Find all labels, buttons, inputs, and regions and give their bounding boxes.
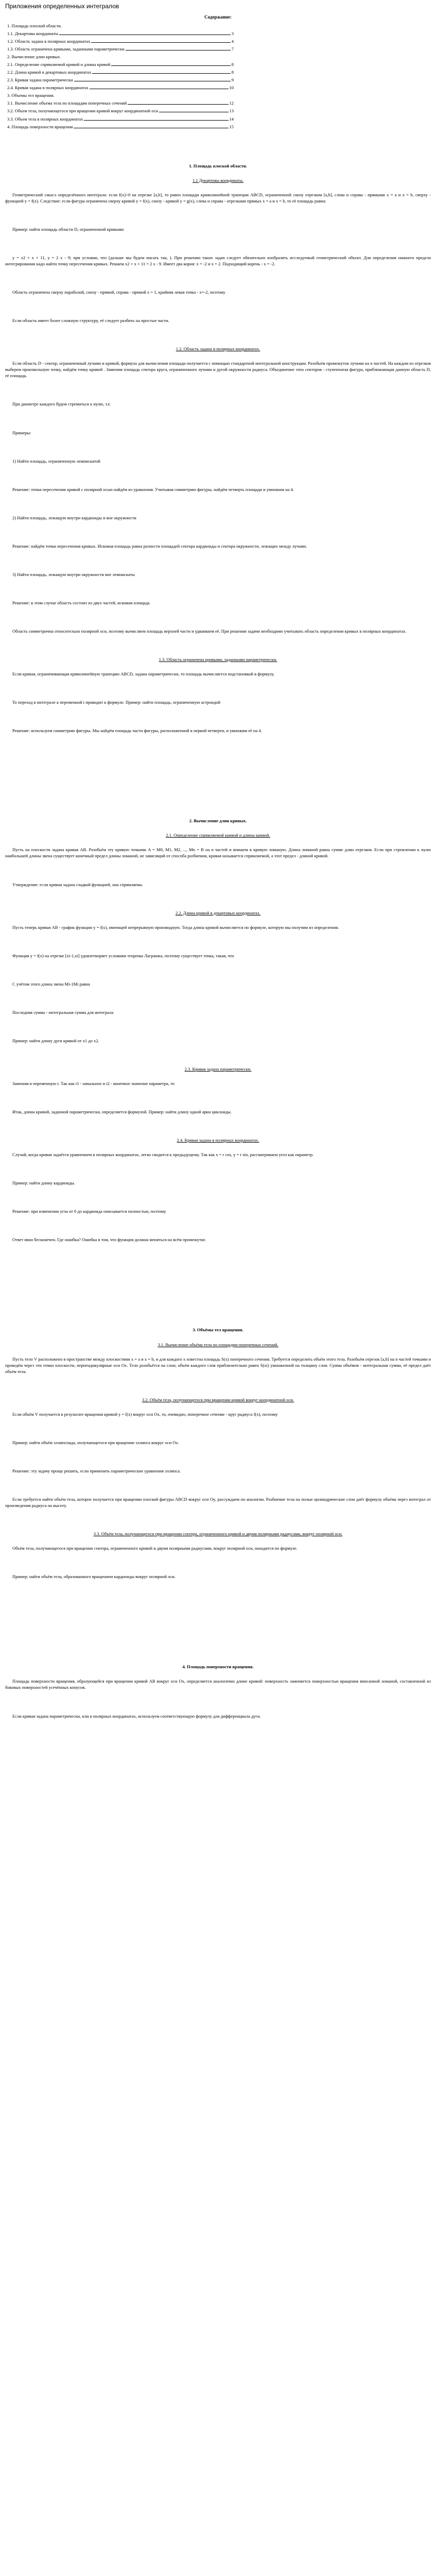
paragraph: Объём тела, получающегося при вращении сектора, ограниченного кривой и двумя полярными радиусами, вокруг полярной оси, находится по формуле. (12, 1546, 298, 1551)
chapter-heading: 4. Площадь поверхности вращения. (182, 1664, 254, 1670)
toc-entry-label: 2.4. Кривая задана в полярных координатах (7, 85, 89, 91)
section-heading: 2.1. Определение спрямляемой кривой и длины кривой. (166, 833, 270, 838)
paragraph: То переход в интеграле к переменной t приводит к формуле. Пример: найти площадь, ограниченную астроидой (12, 700, 221, 705)
spacer (5, 889, 431, 910)
spacer (5, 1692, 431, 1713)
spacer (5, 1336, 431, 1342)
paragraph: 3) Найти площадь, лежащую внутри окружности вне лемнискаты (12, 571, 135, 577)
spacer (5, 268, 431, 289)
spacer (5, 841, 431, 846)
spacer (5, 666, 431, 671)
paragraph: Итак, длина кривой, заданной параметрически, определяется формулой. Пример: найти длину одной арки циклоиды. (12, 1109, 232, 1115)
spacer (5, 1045, 431, 1066)
paragraph: Пример: найти длину кардиоиды. (12, 1180, 75, 1186)
spacer (5, 1146, 431, 1151)
toc-entry[interactable] (7, 100, 234, 106)
paragraph: Если кривая задана параметрически, или в полярных координатах, используем соответствующую формулу для дифференциала дуги. (12, 1713, 261, 1719)
paragraph: Решение: в этом случае область состоит из двух частей, искомая площадь (12, 600, 150, 605)
paragraph: Область симметрична относительно полярной оси, поэтому вычисляем площадь верхней части и удваиваем её. При решении задачи необходимо учитывать область определения кривых в полярных координатах. (12, 628, 407, 634)
spacer (5, 1244, 431, 1265)
toc-entry-page: 14 (229, 116, 234, 122)
spacer (5, 1447, 431, 1468)
spacer (5, 522, 431, 543)
spacer (5, 861, 431, 882)
spacer (5, 1419, 431, 1439)
spacer (5, 1116, 431, 1137)
toc-entry-page: 8 (231, 62, 234, 67)
spacer (5, 1351, 431, 1356)
spacer (5, 932, 431, 953)
toc-leader (111, 65, 230, 66)
paragraph: Последняя сумма - интегральная сумма для интеграла (12, 1009, 114, 1015)
toc-entry-page: 13 (229, 108, 234, 114)
paragraph: Площадь поверхности вращения, образующейся при вращении кривой AB вокруг оси Ox, определяется аналогично длине кривой: поверхность заменяется поверхностью вращения вписанной ломаной, составленной из боковых поверхностей усечённых конусов. (5, 1679, 431, 1690)
paragraph: Геометрический смысл определённого интеграла: если f(x)>0 на отрезке [a,b], то равен площади криволинейной трапеции ABCD, ограниченной снизу отрезком [a,b], слева и справа - прямыми x = a и x = b, сверху - функцией y = f(x). Следствие: если фигура ограничена сверху кривой y = f(x), снизу - кривой y = g(x), слева и справа - отрезками прямых x = a и x = b, то её площадь равна: (5, 192, 431, 204)
toc-entry-page: 4 (231, 38, 234, 44)
spacer (5, 1017, 431, 1038)
toc-entry[interactable] (7, 124, 234, 130)
section-heading: 2.2. Длина кривой в декартовых координатах. (175, 910, 261, 916)
toc-leader (84, 120, 228, 121)
spacer (5, 1553, 431, 1573)
paragraph: Если область D - сектор, ограниченный лучами и кривой, формула для вычисления площади получается с помощью стандартной интегральной конструкции. Разобьём промежуток лучами на n частей. На каждом из отрезков выберем произвольную точку, найдём точку кривой . Заменим площадь сектора круга, ограниченного лучами и дугой окружности радиуса. Объединение этих секторов - ступенчатая фигура, приближающая данную область D, её площадь (5, 361, 431, 379)
toc-entry-label: 3.1. Вычисление объема тела по площадям поперечных сечений (7, 100, 127, 106)
section-heading: 3.3. Объём тела, получающегося при вращении сектора, ограниченного кривой и двумя полярными радиусами, вокруг полярной оси. (93, 1531, 343, 1537)
paragraph: Если область имеет более сложную структуру, её следует разбить на простые части. (12, 318, 169, 324)
paragraph: Если кривая, ограничивающая криволинейную трапецию ABCD, задана параметрически, то площадь вычисляется подстановкой в формулу. (12, 671, 275, 677)
paragraph: Случай, когда кривая задаётся уравнением в полярных координатах, легко сводится к предыдущему. Так как x = r cos, y = r sin, рассматриваем угол как параметр. (12, 1152, 314, 1158)
paragraph: Решение: при изменении угла от 0 до кардиоида описывается полностью, поэтому (12, 1209, 166, 1214)
paragraph: Пусть теперь кривая AB - график функции y = f(x), имеющей непрерывную производную. Тогда длина кривой вычисляется по формуле, которую мы получим из определения. (12, 924, 339, 930)
paragraph: При диаметре каждого будем стремиться к нулю, т.е. (12, 401, 111, 407)
toc-leader (92, 73, 231, 74)
paragraph: Ответ явно бесконечен. Где ошибка? Ошибка в том, что функция должна меняться на всём промежутке. (12, 1237, 206, 1243)
paragraph: Если объём V получается в результате вращения кривой y = f(x) вокруг оси Ox, то, очевидно, поперечное сечение - круг радиуса f(x), поэтому (12, 1411, 278, 1417)
section-heading: 2.3. Кривая задана параметрически. (184, 1066, 252, 1072)
spacer (5, 919, 431, 924)
spacer (5, 1406, 431, 1411)
toc-header: Содержание: (204, 14, 232, 20)
toc-entry-page: 10 (229, 85, 234, 91)
spacer (5, 551, 431, 571)
spacer (5, 187, 431, 192)
paragraph: Пример: найти объём тела, образованного вращением кардиоиды вокруг полярной оси. (12, 1574, 176, 1580)
toc-entry-page: 8 (231, 70, 234, 75)
section-heading: 1.2. Область задана в полярных координатах. (176, 346, 260, 352)
paragraph: 2) Найти площадь, лежащую внутри кардиоиды и вне окружности (12, 515, 136, 520)
spacer (5, 1602, 431, 1664)
spacer (5, 1376, 431, 1397)
paragraph: Пример: найти длину дуги кривой от x1 до x2. (12, 1038, 99, 1043)
toc-entry[interactable] (7, 92, 234, 98)
spacer (5, 1673, 431, 1678)
spacer (5, 1581, 431, 1602)
paragraph: Если требуется найти объём тела, которое получается при вращении плоской фигуры ABCD вокруг оси Oy, рассуждаем по аналогии. Разбиение тела на полые цилиндрические слои даёт формулу объёма через интеграл от произведения радиуса на высоту. (5, 1497, 431, 1509)
toc-entry-page: 12 (229, 100, 234, 106)
spacer (5, 579, 431, 600)
toc-leader (91, 42, 230, 43)
spacer (5, 827, 431, 832)
toc-entry-label: 2.3. Кривая задана параметрически (7, 77, 73, 83)
toc-entry[interactable] (7, 116, 234, 122)
spacer (5, 355, 431, 360)
toc-leader (128, 104, 228, 105)
toc-entry[interactable] (7, 23, 234, 29)
spacer (5, 1721, 431, 1741)
toc-entry-page: 7 (231, 46, 234, 52)
toc-entry[interactable] (7, 54, 234, 60)
toc-entry-page: 3 (231, 30, 234, 36)
spacer (5, 636, 431, 656)
section-heading: 1.1 Декартовы координаты. (193, 177, 243, 183)
toc-entry-label: 3.2. Объем тела, получающегося при вращении кривой вокруг координатной оси (7, 108, 159, 114)
section-heading: 3.1. Вычисление объёма тела по площадям поперечных сечений. (158, 1342, 278, 1347)
spacer (5, 1540, 431, 1545)
spacer (5, 494, 431, 515)
paragraph: 1) Найти площадь, ограниченную лемнискатой (12, 458, 100, 464)
document-title: Приложения определенных интегралов (5, 3, 119, 10)
spacer (5, 1216, 431, 1236)
toc-entry[interactable] (7, 69, 234, 75)
paragraph: Область ограничена сверху параболой, снизу - прямой, справа - прямой x = 1, крайняя левая точка - x=-2, поэтому (12, 290, 225, 295)
paragraph: Заменим в переменную t. Так как t1 - начальное и t2 - конечное значение параметра, то (12, 1081, 175, 1087)
spacer (5, 466, 431, 486)
toc-entry-label: 4. Площадь поверхности вращения (7, 124, 73, 129)
spacer (5, 707, 431, 727)
toc-entry[interactable] (7, 61, 234, 67)
paragraph: Пусть тело V расположено в пространстве между плоскостями x = a и x = b, и для каждого x известна площадь S(x) поперечного сечения. Требуется определить объём этого тела. Разобьём отрезок [a,b] на n частей точками и проведём через эти точки плоскости, перпендикулярные оси Ox. Тело разобьётся на слои; объём каждого слоя приблизительно равен S(xi) умноженной на толщину слоя. Сумма объёмов - интегральная сумма, её предел даёт объём тела. (5, 1356, 431, 1374)
toc-entry[interactable] (7, 30, 234, 37)
paragraph: Утверждение: если кривая задана гладкой функцией, она спрямляема. (12, 882, 143, 887)
paragraph: Решение: найдём точки пересечения кривых. Искомая площадь равна разности площадей сектора кардиоиды и сектора окружности, лежащих между лучами. (12, 543, 307, 549)
toc-entry-label: 1. Площадь плоской области. (7, 23, 62, 28)
chapter-heading: 3. Объёмы тел вращения. (193, 1327, 243, 1333)
section-heading: 2.4. Кривая задана в полярных координатах. (177, 1138, 259, 1143)
paragraph: Пусть на плоскости задана кривая AB. Разобьём эту кривую точками A = M0, M1, M2, ..., Mn = B на n частей и впишем в кривую ломаную. Длина ломаной равна сумме длин отрезков. Если при стремлении к нулю наибольшей длины звена существует конечный предел длины ломаной, не зависящий от способа разбиения, кривая называется спрямляемой, а этот предел - длиной кривой. (5, 847, 431, 859)
spacer (5, 1188, 431, 1208)
spacer (5, 409, 431, 430)
spacer (5, 206, 431, 226)
spacer (5, 380, 431, 401)
paragraph: Пример: найти объём эллипсоида, получающегося при вращении эллипса вокруг оси Ox. (12, 1439, 179, 1445)
table-of-contents (5, 23, 431, 130)
spacer (5, 756, 431, 818)
spacer (5, 234, 431, 255)
chapter-heading: 1. Площадь плоской области. (189, 163, 247, 168)
spacer (5, 1476, 431, 1496)
spacer (5, 989, 431, 1009)
paragraph: Функция y = f(x) на отрезке [xi-1,xi] удовлетворяет условиям теоремы Лагранжа, поэтому существует точка, такая, что (12, 953, 234, 958)
toc-entry[interactable] (7, 46, 234, 52)
spacer (5, 679, 431, 699)
toc-entry-label: 2. Вычисление длин кривых. (7, 54, 61, 60)
toc-entry[interactable] (7, 38, 234, 44)
spacer (5, 325, 431, 346)
spacer (5, 297, 431, 317)
section-heading: 1.3. Область ограничена кривыми, заданными параметрически. (159, 657, 277, 663)
paragraph: Решение: используем симметрию фигуры. Мы найдём площадь части фигуры, расположенной в первой четверти, и умножим её на 4. (12, 728, 262, 734)
toc-entry-label: 1.1. Декартовы координаты (7, 30, 58, 36)
paragraph: С учётом этого длина звена Mi-1Mi равна (12, 981, 90, 987)
toc-entry[interactable] (7, 108, 234, 114)
paragraph: Пример: найти площадь области D, ограниченной кривыми (12, 226, 124, 232)
chapter-heading: 2. Вычисление длин кривых. (189, 818, 247, 824)
toc-entry-label: 1.3. Область ограничена кривыми, заданными параметрически (7, 46, 125, 52)
paragraph: Решение: точки пересечения кривой с полярной осью найдём из уравнения. Учитывая симметрию фигуры, найдём четверть площади и умножим на 4. (12, 486, 294, 492)
toc-entry-label: 3. Объемы тел вращения. (7, 93, 55, 98)
section-heading: 3.2. Объём тела, получающегося при вращении кривой вокруг координатной оси. (142, 1397, 294, 1402)
toc-entry-label: 3.3. Объем тела в полярных координатах (7, 116, 83, 122)
toc-entry-label: 2.2. Длина кривой в декартовых координатах (7, 70, 91, 75)
toc-entry-page: 9 (231, 77, 234, 83)
toc-entry-label: 2.1. Определение спрямляемой кривой и длины кривой (7, 62, 111, 67)
toc-entry-label: 1.2. Область задана в полярных координатах (7, 38, 91, 44)
toc-entry[interactable] (7, 84, 234, 91)
spacer (5, 607, 431, 628)
paragraph: Решение: эту задачу проще решить, если применить параметрические уравнения эллипса. (12, 1468, 181, 1473)
spacer (5, 1088, 431, 1109)
spacer (5, 1075, 431, 1080)
spacer (5, 172, 431, 177)
document-content (5, 163, 431, 1741)
toc-entry[interactable] (7, 77, 234, 83)
spacer (5, 960, 431, 981)
spacer (5, 437, 431, 458)
toc-entry-page: 15 (229, 124, 234, 129)
paragraph: Примеры: (12, 430, 31, 435)
spacer (5, 1265, 431, 1327)
spacer (5, 735, 431, 756)
paragraph: y = x2 + x + 11, y = 2 x - 9; при условии, что (дальше мы будем писать так, ). При решении таких задач следует обязательно изобразить исследуемый геометрический объект. Для определения нижнего предела интегрирования надо найти точку пересечения кривых. Решаем x2 + x + 11 = 2 x - 9. Имеет два корня: x = -2 и x = 2. Подходящий корень - x = -2. (5, 255, 431, 267)
spacer (5, 1510, 431, 1531)
spacer (5, 1159, 431, 1180)
